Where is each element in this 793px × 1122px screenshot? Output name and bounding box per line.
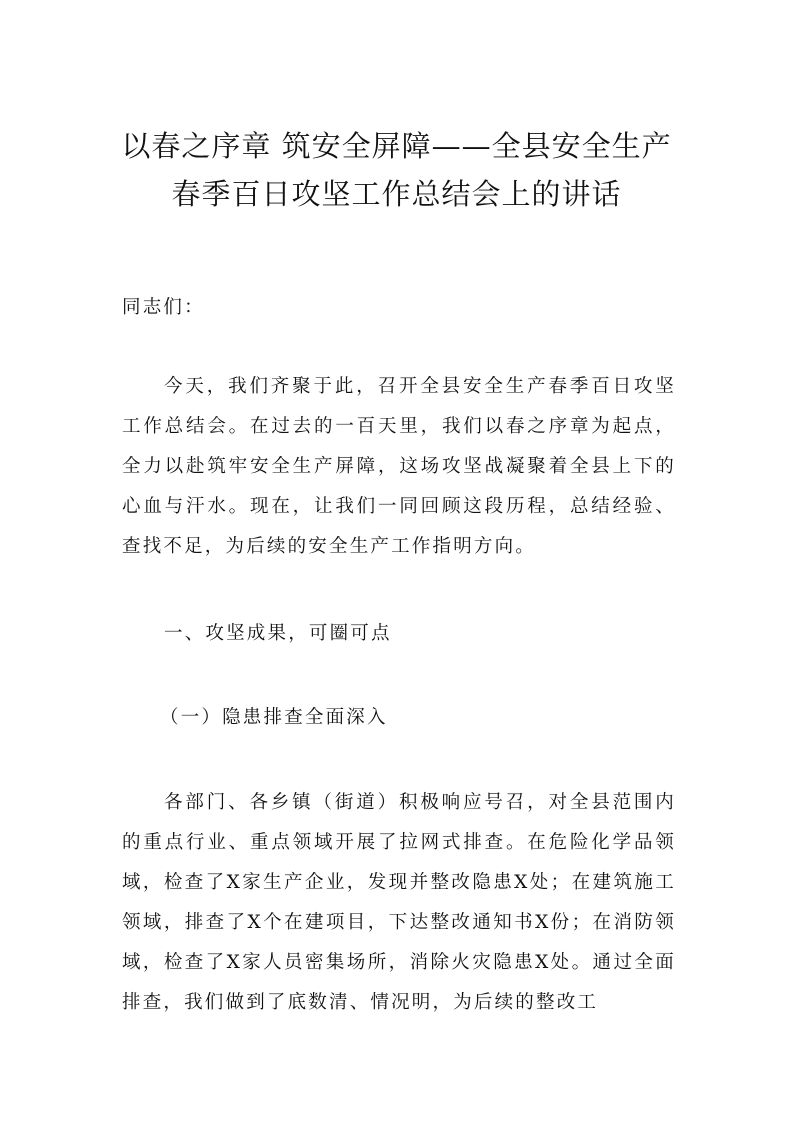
salutation: 同志们： [122, 297, 205, 318]
section-heading-1: 一、攻坚成果，可圈可点 [164, 623, 392, 644]
subsection-heading-1: （一）隐患排查全面深入 [160, 707, 388, 728]
subsection-paragraph-1: 各部门、各乡镇（街道）积极响应号召，对全县范围内的重点行业、重点领域开展了拉网式排查。在危险化学品领域，检查了X家生产企业，发现并整改隐患X处；在建筑施工领域，排查了X个在建项目，下达整改通知书X份；在消防领域，检查了X家人员密集场所，消除火灾隐患X处。通过全面排查，我们做到了底数清、情况明，为后续的整改工 [122, 792, 676, 1013]
intro-paragraph: 今天，我们齐聚于此，召开全县安全生产春季百日攻坚工作总结会。在过去的一百天里，我们以春之序章为起点，全力以赴筑牢安全生产屏障，这场攻坚战凝聚着全县上下的心血与汗水。现在，让我们一同回顾这段历程，总结经验、查找不足，为后续的安全生产工作指明方向。 [122, 376, 676, 557]
document-title-line-2: 春季百日攻坚工作总结会上的讲话 [171, 177, 622, 211]
document-title-line-1: 以春之序章 筑安全屏障——全县安全生产 [121, 129, 672, 163]
